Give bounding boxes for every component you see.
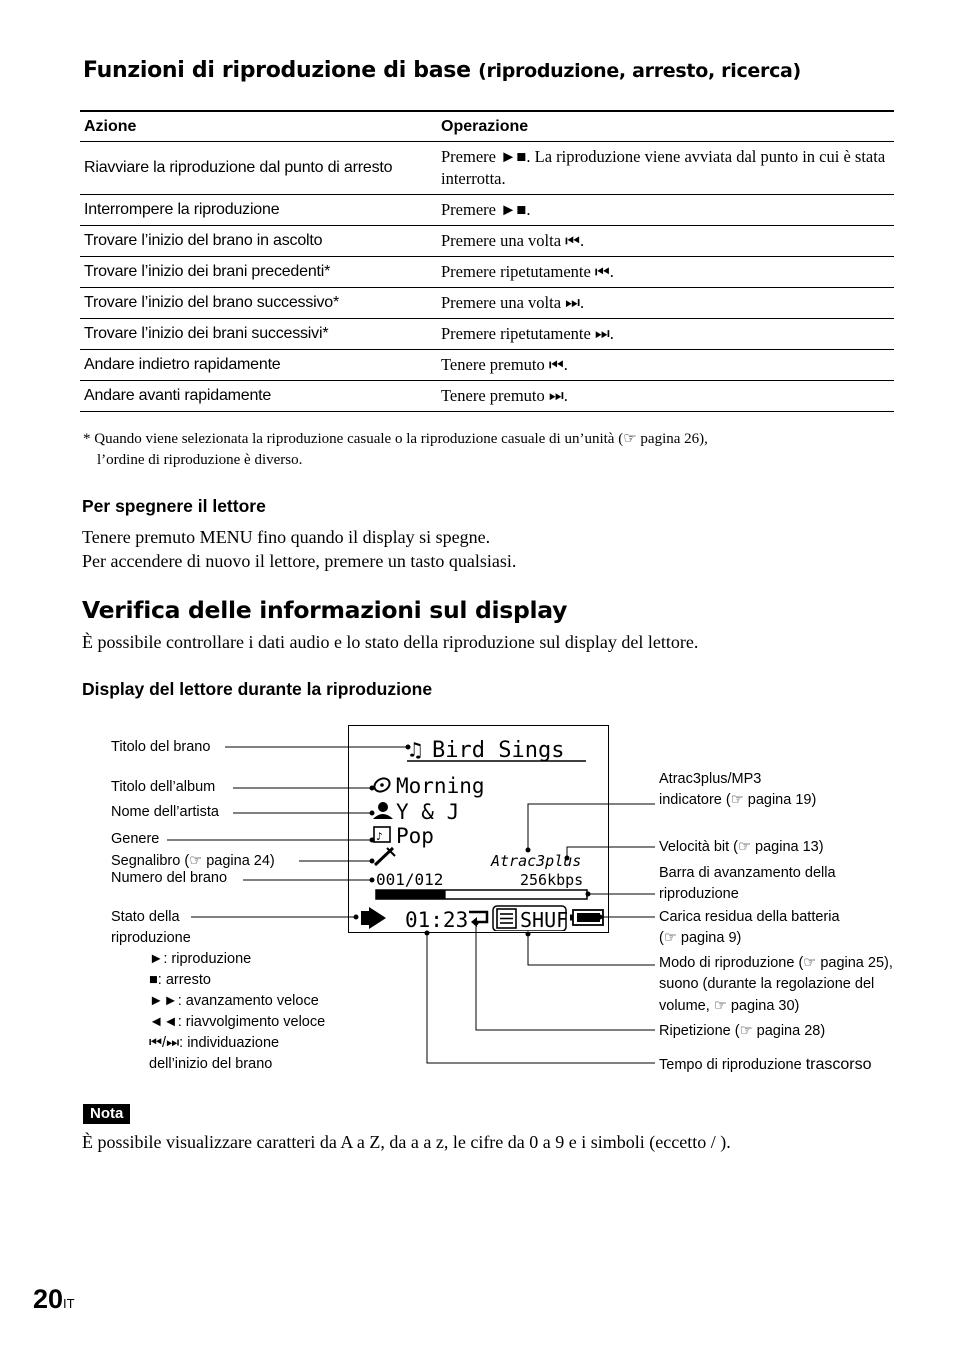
- column-header-operazione: Operazione: [437, 111, 894, 142]
- section2-title: Verifica delle informazioni sul display: [82, 596, 568, 624]
- pointing-hand-icon: ☞: [713, 998, 727, 1014]
- music-note-icon: [409, 738, 422, 762]
- display-track-number: 001/012: [376, 870, 444, 889]
- pointing-hand-icon: ☞: [739, 1023, 753, 1039]
- rewind-icon: ◄◄: [149, 1014, 178, 1030]
- progress-bar-fill: [376, 890, 446, 899]
- page-language: IT: [63, 1296, 75, 1311]
- bookmark-icon: [375, 848, 395, 865]
- genre-icon: [374, 827, 390, 843]
- pointing-hand-icon: ☞: [738, 839, 751, 855]
- pointing-hand-icon: ☞: [663, 930, 677, 946]
- table-cell-operation: Premere una volta ⏭.: [437, 288, 894, 319]
- svg-text:♫: ♫: [409, 738, 422, 762]
- battery-icon: [570, 910, 603, 925]
- footnote-text: Quando viene selezionata la riproduzione casuale o la riproduzione casuale di un’unità (: [94, 431, 624, 447]
- table-cell-operation: Premere ripetutamente ⏭.: [437, 319, 894, 350]
- display-subheading: Display del lettore durante la riproduzione: [82, 679, 433, 699]
- label-battery-1: Carica residua della batteria: [659, 909, 840, 925]
- status-fast-forward: ►►: avanzamento veloce: [149, 993, 319, 1009]
- label-status-2: riproduzione: [111, 930, 191, 946]
- label-atrac-1: Atrac3plus/MP3: [659, 771, 762, 787]
- table-cell-action: Trovare l’inizio dei brani precedenti*: [80, 257, 437, 288]
- pointing-hand-icon: ☞: [803, 955, 817, 971]
- skip-icons: ⏮/⏭: [149, 1035, 180, 1051]
- fast-forward-icon: ►►: [149, 993, 178, 1009]
- display-genre: Pop: [396, 824, 434, 848]
- table-cell-operation: Tenere premuto ⏮.: [437, 350, 894, 381]
- album-disc-icon: [372, 776, 392, 794]
- label-genre: Genere: [111, 831, 160, 847]
- display-album: Morning: [396, 774, 485, 798]
- label-artist-name: Nome dell’artista: [111, 804, 219, 820]
- power-off-heading: Per spegnere il lettore: [82, 496, 266, 516]
- table-cell-action: Trovare l’inizio del brano in ascolto: [80, 226, 437, 257]
- table-cell-operation: Premere ►■.: [437, 195, 894, 226]
- note-badge: Nota: [83, 1104, 130, 1124]
- label-progress-2: riproduzione: [659, 886, 739, 902]
- display-format: Atrac3plus: [491, 852, 582, 870]
- display-artist: Y & J: [396, 800, 460, 824]
- label-repeat: Ripetizione (☞ pagina 28): [659, 1023, 826, 1039]
- table-cell-operation: Premere una volta ⏮.: [437, 226, 894, 257]
- pointing-hand-icon: ☞: [623, 431, 637, 447]
- table-cell-action: Trovare l’inizio dei brani successivi*: [80, 319, 437, 350]
- display-content: [349, 726, 607, 931]
- label-play-mode-3: volume, ☞ pagina 30): [659, 998, 800, 1014]
- table-cell-action: Andare indietro rapidamente: [80, 350, 437, 381]
- status-skip: ⏮/⏭: individuazione: [149, 1035, 280, 1051]
- display-time: 01:23: [405, 908, 469, 931]
- footnote-mark: *: [83, 431, 91, 447]
- label-album-title: Titolo dell’album: [111, 779, 216, 795]
- pointing-hand-icon: ☞: [730, 792, 744, 808]
- note-text: È possibile visualizzare caratteri da A a Z, da a a z, le cifre da 0 a 9 e i simboli (eccetto / ).: [82, 1132, 731, 1152]
- play-icon: ►: [149, 951, 164, 967]
- table-cell-operation: Tenere premuto ⏭.: [437, 381, 894, 412]
- table-cell-action: Trovare l’inizio del brano successivo*: [80, 288, 437, 319]
- table-cell-operation: Premere ►■. La riproduzione viene avviata dal punto in cui è stata interrotta.: [437, 142, 894, 195]
- table-cell-action: Interrompere la riproduzione: [80, 195, 437, 226]
- table-cell-action: Riavviare la riproduzione dal punto di arresto: [80, 142, 437, 195]
- label-elapsed-time: Tempo di riproduzione trascorso: [659, 1056, 872, 1073]
- label-atrac-2: indicatore (☞ pagina 19): [659, 792, 817, 808]
- label-battery-2: (☞ pagina 9): [659, 930, 742, 946]
- section-subtitle: (riproduzione, arresto, ricerca): [478, 60, 801, 82]
- power-off-line-1: Tenere premuto MENU fino quando il display si spegne.: [82, 527, 491, 547]
- table-cell-operation: Premere ripetutamente ⏮.: [437, 257, 894, 288]
- status-stop: ■: arresto: [149, 972, 211, 988]
- repeat-icon: [469, 912, 487, 927]
- status-play: ►: riproduzione: [149, 951, 252, 967]
- footnote-page-ref: pagina 26),: [640, 431, 708, 447]
- label-progress-1: Barra di avanzamento della: [659, 865, 836, 881]
- stop-icon: ■: [149, 972, 158, 988]
- footnote-text-2: l’ordine di riproduzione è diverso.: [97, 452, 303, 468]
- label-bitrate: Velocità bit (☞ pagina 13): [659, 839, 824, 855]
- display-track-title: Bird Sings: [432, 738, 565, 763]
- section2-intro: È possibile controllare i dati audio e lo stato della riproduzione sul display del lettore.: [82, 632, 699, 652]
- section-title: Funzioni di riproduzione di base (riproduzione, arresto, ricerca): [83, 58, 801, 83]
- label-status-1: Stato della: [111, 909, 180, 925]
- label-track-number: Numero del brano: [111, 870, 228, 886]
- artist-icon: [373, 802, 393, 819]
- svg-text:♪: ♪: [376, 830, 383, 843]
- status-skip-2: dell’inizio del brano: [149, 1056, 273, 1072]
- label-track-title: Titolo del brano: [111, 739, 211, 755]
- status-rewind: ◄◄: riavvolgimento veloce: [149, 1014, 326, 1030]
- display-bitrate: 256kbps: [520, 871, 584, 889]
- pointing-hand-icon: ☞: [189, 853, 203, 869]
- column-header-azione: Azione: [80, 111, 437, 142]
- play-status-icon: [361, 907, 386, 929]
- power-off-line-2: Per accendere di nuovo il lettore, premere un tasto qualsiasi.: [82, 551, 517, 571]
- label-bookmark: Segnalibro (☞ pagina 24): [111, 853, 275, 869]
- table-cell-action: Andare avanti rapidamente: [80, 381, 437, 412]
- display-shuffle: SHUF: [520, 908, 569, 931]
- page-number: 20: [33, 1284, 64, 1314]
- player-display: [348, 725, 609, 933]
- label-play-mode-1: Modo di riproduzione (☞ pagina 25),: [659, 955, 893, 971]
- label-play-mode-2: suono (durante la regolazione del: [659, 976, 875, 992]
- play-mode-icon: [497, 909, 516, 928]
